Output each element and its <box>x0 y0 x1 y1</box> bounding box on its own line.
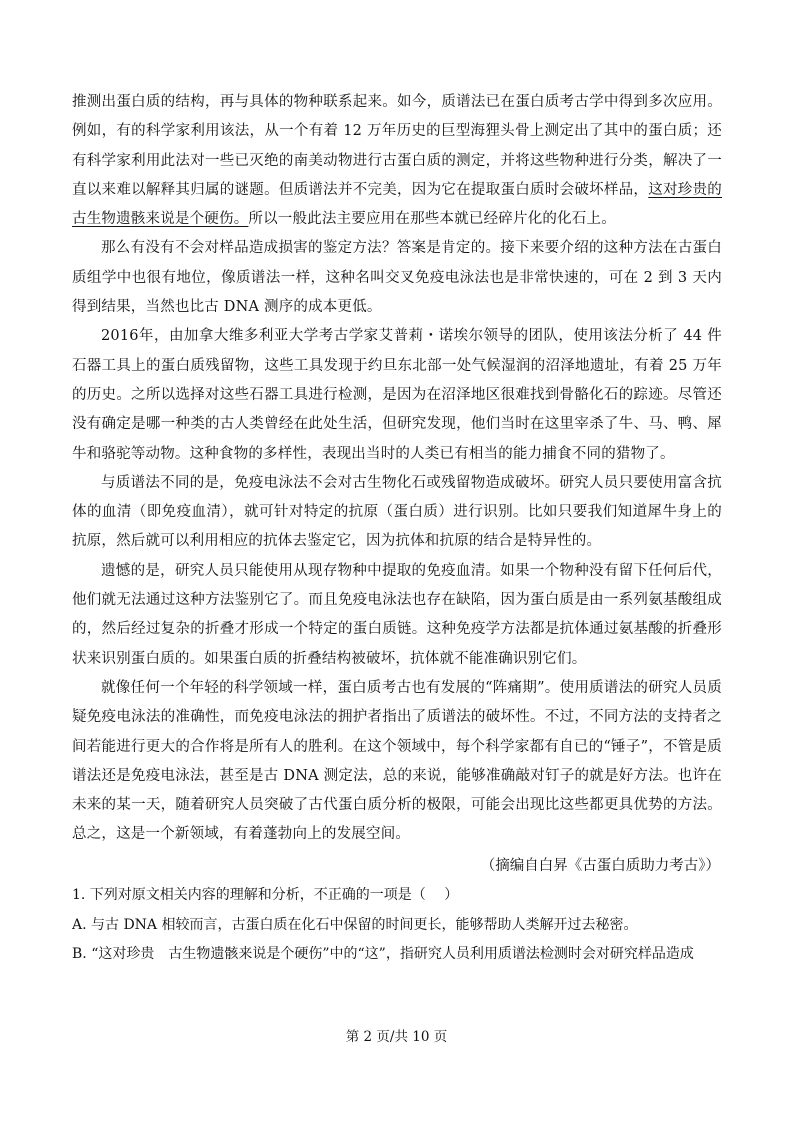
paragraph-text: 那么有没有不会对样品造成损害的鉴定方法？答案是肯定的。接下来要介绍的这种方法在古蛋白质组学中也很有地位，像质谱法一样，这种名叫交叉免疫电泳法也是非常快速的，可在 2 到 3 天内得到结果，当然也比古 DNA 测序的成本更低。 <box>72 240 722 316</box>
paragraph-text: 与质谱法不同的是，免疫电泳法不会对古生物化石或残留物造成破坏。研究人员只要使用富含抗体的血清（即免疫血清），就可针对特定的抗原（蛋白质）进行识别。比如只要我们知道犀牛身上的抗原，然后就可以利用相应的抗体去鉴定它，因为抗体和抗原的结合是特异性的。 <box>72 474 722 550</box>
paragraph-3 <box>72 322 722 468</box>
source-attribution: （摘编自白昇《古蛋白质助力考古》） <box>480 857 720 874</box>
question-block <box>72 881 722 970</box>
paragraph-6 <box>72 674 722 850</box>
paragraph-text: 遗憾的是，研究人员只能使用从现存物种中提取的免疫血清。如果一个物种没有留下任何后代， 他们就无法通过这种方法鉴别它了。而且免疫电泳法也存在缺陷，因为蛋白质是由一系列氨基酸组成的，然后经过复杂的折叠才形成一个特定的蛋白质链。这种免疫学方法都是抗体通过氨基酸的折叠形状来识别蛋白质的。如果蛋白质的折叠结构被破坏，抗体就不能准确识别它们。 <box>72 562 722 667</box>
option-a: A. 与古 DNA 相较而言，古蛋白质在化石中保留的时间更长，能够帮助人类解开过去秘密。 <box>72 916 638 933</box>
paragraph-1 <box>72 88 722 234</box>
article-text <box>72 88 722 850</box>
paragraph-2 <box>72 234 722 322</box>
underlined-sentence: 这对珍贵的古生物遗骸来说是个硬伤。 <box>72 181 723 228</box>
paragraph-5 <box>72 557 722 674</box>
paragraph-text: 推测出蛋白质的结构，再与具体的物种联系起来。如今，质谱法已在蛋白质考古学中得到多次应用。例如，有的科学家利用该法，从一个有着 12 万年历史的巨型海狸头骨上测定出了其中的蛋白质；还有科学家利用此法对一些已灭绝的南美动物进行古蛋白质的测定，并将这些物种进行分类，解决了一直以来难以解释其归属的谜题。但质谱法并不完美，因为它在提取蛋白质时会破坏样品， <box>72 94 722 198</box>
page-footer: 第 2 页/共 10 页 <box>345 1029 448 1045</box>
paragraph-text: 所以一般此法主要应用在那些本就已经碎片化的化石上。 <box>248 211 616 228</box>
question-stem: 1. 下列对原文相关内容的理解和分析，不正确的一项是（ ） <box>72 887 459 904</box>
document-body <box>72 88 722 970</box>
option-b: B. “这对珍贵 古生物遗骸来说是个硬伤”中的“这”，指研究人员利用质谱法检测时会对研究样品造成 <box>72 946 694 963</box>
paragraph-text: 就像任何一个年轻的科学领域一样，蛋白质考古也有发展的“阵痛期”。使用质谱法的研究人员质疑免疫电泳法的准确性，而免疫电泳法的拥护者指出了质谱法的破坏性。不过，不同方法的支持者之间若能进行更大的合作将是所有人的胜利。在这个领域中，每个科学家都有自已的“锤子”，不管是质谱法还是免疫电泳法，甚至是古 DNA 测定法，总的来说，能够准确敲对钉子的就是好方法。也许在未来的某一天，随着研究人员突破了古代蛋白质分析的极限，可能会出现比这些都更具优势的方法。总之，这是一个新领域，有着蓬勃向上的发展空间。 <box>72 679 722 843</box>
paragraph-4 <box>72 469 722 557</box>
paragraph-text: 2016年，由加拿大维多利亚大学考古学家艾普莉・诺埃尔领导的团队，使用该法分析了 44 件石器工具上的蛋白质残留物，这些工具发现于约旦东北部一处气候湿润的沼泽地遗址，有着 25 万年的历史。之所以选择对这些石器工具进行检测，是因为在沼泽地区很难找到骨骼化石的踪迹。尽管还没有确定是哪一种类的古人类曾经在此处生活，但研究发现，他们当时在这里宰杀了牛、马、鸭、犀牛和骆驼等动物。这种食物的多样性，表现出当时的人类已有相当的能力捕食不同的猎物了。 <box>72 328 722 462</box>
